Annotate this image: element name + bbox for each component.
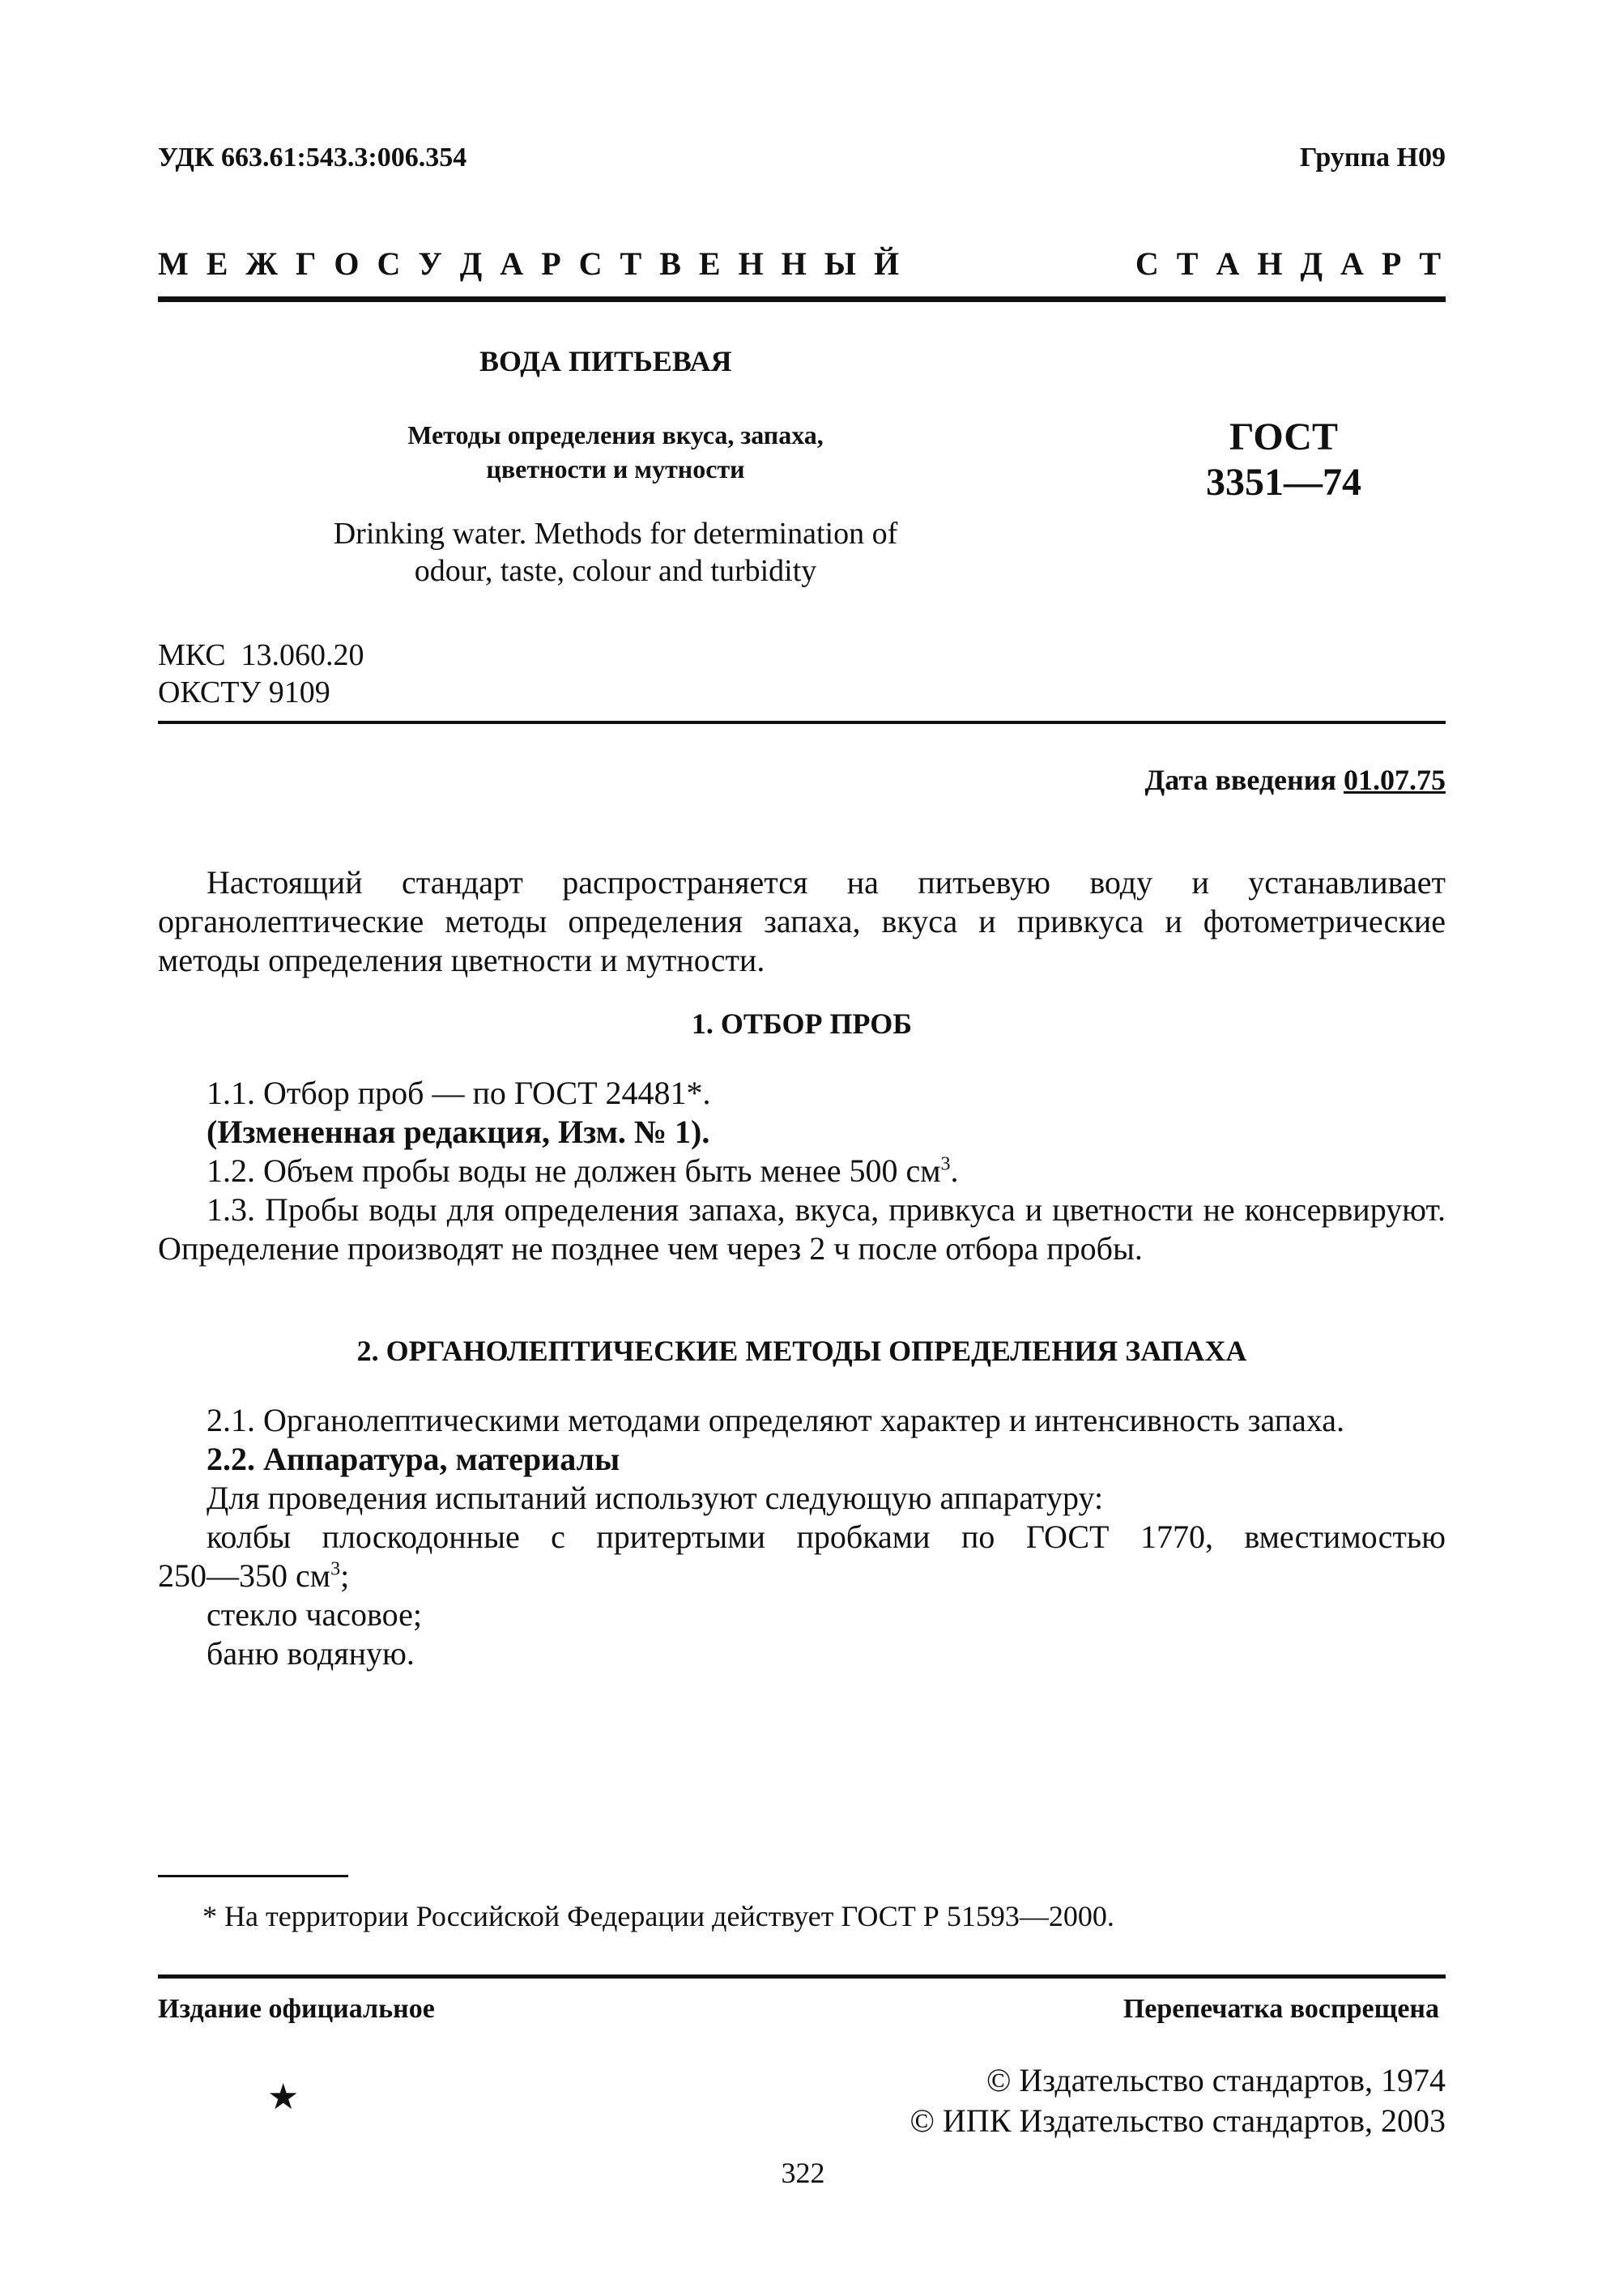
clause-2-1: 2.1. Органолептическими методами определяют характер и интенсивность запаха. [207,1402,1345,1438]
copyright-1974: © Издательство стандартов, 1974 [986,2062,1446,2098]
clause-1-2-sup: 3 [940,1153,951,1175]
banner-interstate: М Е Ж Г О С У Д А Р С Т В Е Н Н Ы Й [158,245,905,282]
udk-code: УДК 663.61:543.3:006.354 [158,143,467,173]
clause-2-2-line-3 [158,1557,1446,1595]
okstu-code: ОКСТУ 9109 [158,675,330,709]
clause-1-2-text: 1.2. Объем пробы воды не должен быть менее 500 см [207,1152,941,1189]
title-subtitle-line-1: Методы определения вкуса, запаха, [407,420,824,449]
clause-2-2-line-2: колбы плоскодонные с притертыми пробками по ГОСТ 1770, вместимостью [207,1519,1446,1555]
title-subtitle-line-2: цветности и мутности [486,454,745,483]
title-english-line-2: odour, taste, colour and turbidity [414,554,817,588]
title-main: ВОДА ПИТЬЕВАЯ [479,345,732,377]
clause-2-2-line-3-sup: 3 [330,1558,341,1580]
copyright-block [910,2060,1446,2141]
clause-2-2-title: 2.2. Аппаратура, материалы [207,1441,620,1477]
footnote: * На территории Российской Федерации действует ГОСТ Р 51593—2000. [202,1900,1114,1932]
footer-rule [158,1974,1446,1979]
clause-2-2-line-3-text: 250—350 см [158,1557,331,1594]
page-number: 322 [781,2157,825,2189]
classifiers [158,637,364,711]
star-icon: ★ [267,2077,300,2117]
footnote-rule [158,1875,348,1877]
intro-date-value: 01.07.75 [1344,764,1446,796]
section-1-title: 1. ОТБОР ПРОБ [691,1007,913,1040]
banner-rule [158,296,1446,302]
title-subtitle [292,418,939,486]
section-1-body [158,1074,1446,1268]
reprint-prohibited: Перепечатка воспрещена [1122,1994,1439,2024]
copyright-2003: © ИПК Издательство стандартов, 2003 [909,2102,1446,2139]
clause-1-1-amendment: (Измененная редакция, Изм. № 1). [207,1114,710,1150]
clause-1-2-end: . [950,1152,959,1189]
intro-date [1145,763,1446,797]
clause-2-2-line-4: стекло часовое; [207,1596,422,1633]
clause-2-2-line-1: Для проведения испытаний используют следующую аппаратуру: [207,1480,1104,1516]
gost-number: 3351—74 [1206,461,1361,504]
intro-paragraph: Настоящий стандарт распространяется на питьевую воду и устанавливает органолептические методы определения запаха, вкуса и привкуса и фотометрические методы определения цветности и мутности. [158,864,1446,978]
clause-2-2-line-3-end: ; [340,1557,350,1594]
gost-designation [1166,415,1401,505]
section-2-title: 2. ОРГАНОЛЕПТИЧЕСКИЕ МЕТОДЫ ОПРЕДЕЛЕНИЯ ЗАПАХА [356,1335,1247,1367]
clause-1-2 [158,1152,1446,1191]
clause-2-2-line-5: баню водяную. [207,1635,415,1672]
title-english [267,515,964,590]
intro-paragraph-block [158,863,1446,980]
official-edition: Издание официальное [158,1994,435,2024]
banner-standard: С Т А Н Д А Р Т [1135,245,1446,282]
classifier-rule [158,721,1446,724]
clause-1-3: 1.3. Пробы воды для определения запаха, вкуса, привкуса и цветности не консервируют. Определение производят не позднее чем через 2 ч после отбора пробы. [158,1191,1446,1267]
mks-code: МКС 13.060.20 [158,638,364,672]
group-code: Группа Н09 [1299,143,1446,173]
intro-date-label: Дата введения [1144,764,1344,796]
title-english-line-1: Drinking water. Methods for determination of [333,517,898,551]
clause-1-1: 1.1. Отбор проб — по ГОСТ 24481*. [207,1075,711,1111]
section-2-body [158,1401,1446,1673]
gost-label: ГОСТ [1229,415,1338,458]
